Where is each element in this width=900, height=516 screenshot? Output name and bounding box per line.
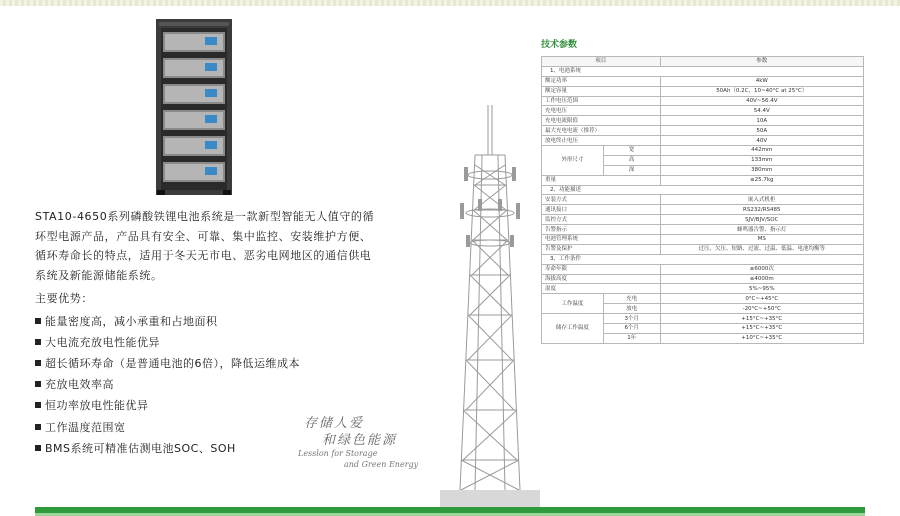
top-border-strip <box>0 0 900 6</box>
bullet-icon <box>35 360 41 366</box>
table-header-cell: 项目 <box>542 57 661 67</box>
table-row: 监控方式 SJV/BJV/SOC <box>542 215 864 225</box>
bullet-icon <box>35 381 41 387</box>
list-item: BMS系统可精准估测电池SOC、SOH <box>35 437 355 458</box>
table-section-row <box>542 185 864 195</box>
table-row: 安装方式 嵌入式机柜 <box>542 195 864 205</box>
table-row: 寿命年限 ≥6000次 <box>542 264 864 274</box>
table-row: 放电 -20°C~+50°C <box>542 304 864 314</box>
table-section-row <box>542 254 864 264</box>
table-section-row <box>542 66 864 76</box>
table-header-row <box>542 57 864 67</box>
battery-cabinet-image <box>155 18 233 196</box>
table-row: 额定功率 4kW <box>542 76 864 86</box>
table-row: 告警指示 蜂鸣器告警、指示灯 <box>542 225 864 235</box>
table-row: 海拔高度 ≤4000m <box>542 274 864 284</box>
list-item: 大电流充放电性能优异 <box>35 331 355 352</box>
slogan-cn-line2: 和绿色能源 <box>322 433 398 448</box>
table-row: 告警及保护 过压、欠压、短路、过流、过温、低温、电池均衡等 <box>542 244 864 254</box>
section-label: 1、电池系统 <box>542 66 864 76</box>
slogan-en-line1: Lesslon for Storage <box>298 449 378 458</box>
telecom-tower-image <box>420 95 560 507</box>
slogan-en-line2: and Green Energy <box>344 460 419 469</box>
bullet-icon <box>35 402 41 408</box>
table-row: 重量 ≤25.7kg <box>542 175 864 185</box>
table-row: 工作温度 充电 0°C~+45°C <box>542 294 864 304</box>
list-item: 能量密度高，减小承重和占地面积 <box>35 310 355 331</box>
table-row: 通讯接口 RS232/RS485 <box>542 205 864 215</box>
table-row: 工作电压范围 40V~56.4V <box>542 96 864 106</box>
table-row: 电池管理系统 MS <box>542 235 864 245</box>
list-item: 超长循环寿命（是普通电池的6倍），降低运维成本 <box>35 352 355 373</box>
table-row: 外形尺寸 宽 442mm <box>542 146 864 156</box>
op-temp-label: 工作温度 <box>542 294 604 314</box>
table-row: 充电电流限值 10A <box>542 116 864 126</box>
table-row: 高 133mm <box>542 155 864 165</box>
table-row: 深 380mm <box>542 165 864 175</box>
section-label: 2、功能描述 <box>542 185 864 195</box>
list-item: 充放电效率高 <box>35 374 355 395</box>
list-item: 工作温度范围宽 <box>35 416 355 437</box>
section-label: 3、工作条件 <box>542 254 864 264</box>
list-item: 恒功率放电性能优异 <box>35 395 355 416</box>
dimension-label: 外形尺寸 <box>542 146 604 176</box>
bullet-icon <box>35 445 41 451</box>
table-row: 充电电压 54.4V <box>542 106 864 116</box>
slogan <box>290 412 430 472</box>
product-description: STA10-4650系列磷酸铁锂电池系统是一款新型智能无人值守的循环型电源产品，产品具有安全、可靠、集中监控、安装维护方便、循环寿命长的特点，适用于冬天无市电、恶劣电网地区的通信供电系统及新能源储能系统。 <box>35 210 375 282</box>
bullet-icon <box>35 424 41 430</box>
table-row: 1年 +10°C~+35°C <box>542 333 864 343</box>
bullet-icon <box>35 318 41 324</box>
table-row: 湿度 5%~95% <box>542 284 864 294</box>
table-header-cell: 参数 <box>660 57 863 67</box>
table-row: 储存工作温度 3个月 +15°C~+35°C <box>542 314 864 324</box>
table-row: 额定容量 50Ah（0.2C，10~40°C at 25°C） <box>542 86 864 96</box>
spec-title: 技术参数 <box>541 40 578 50</box>
storage-temp-label: 储存工作温度 <box>542 314 604 344</box>
spec-table <box>541 56 864 344</box>
bullet-icon <box>35 339 41 345</box>
table-row: 放电终止电压 40V <box>542 136 864 146</box>
slogan-cn-line1: 存储人爱 <box>304 416 365 431</box>
table-row: 最大充电电流（推荐） 50A <box>542 126 864 136</box>
advantages-heading: 主要优势： <box>35 292 93 305</box>
table-row: 6个月 +15°C~+35°C <box>542 324 864 334</box>
